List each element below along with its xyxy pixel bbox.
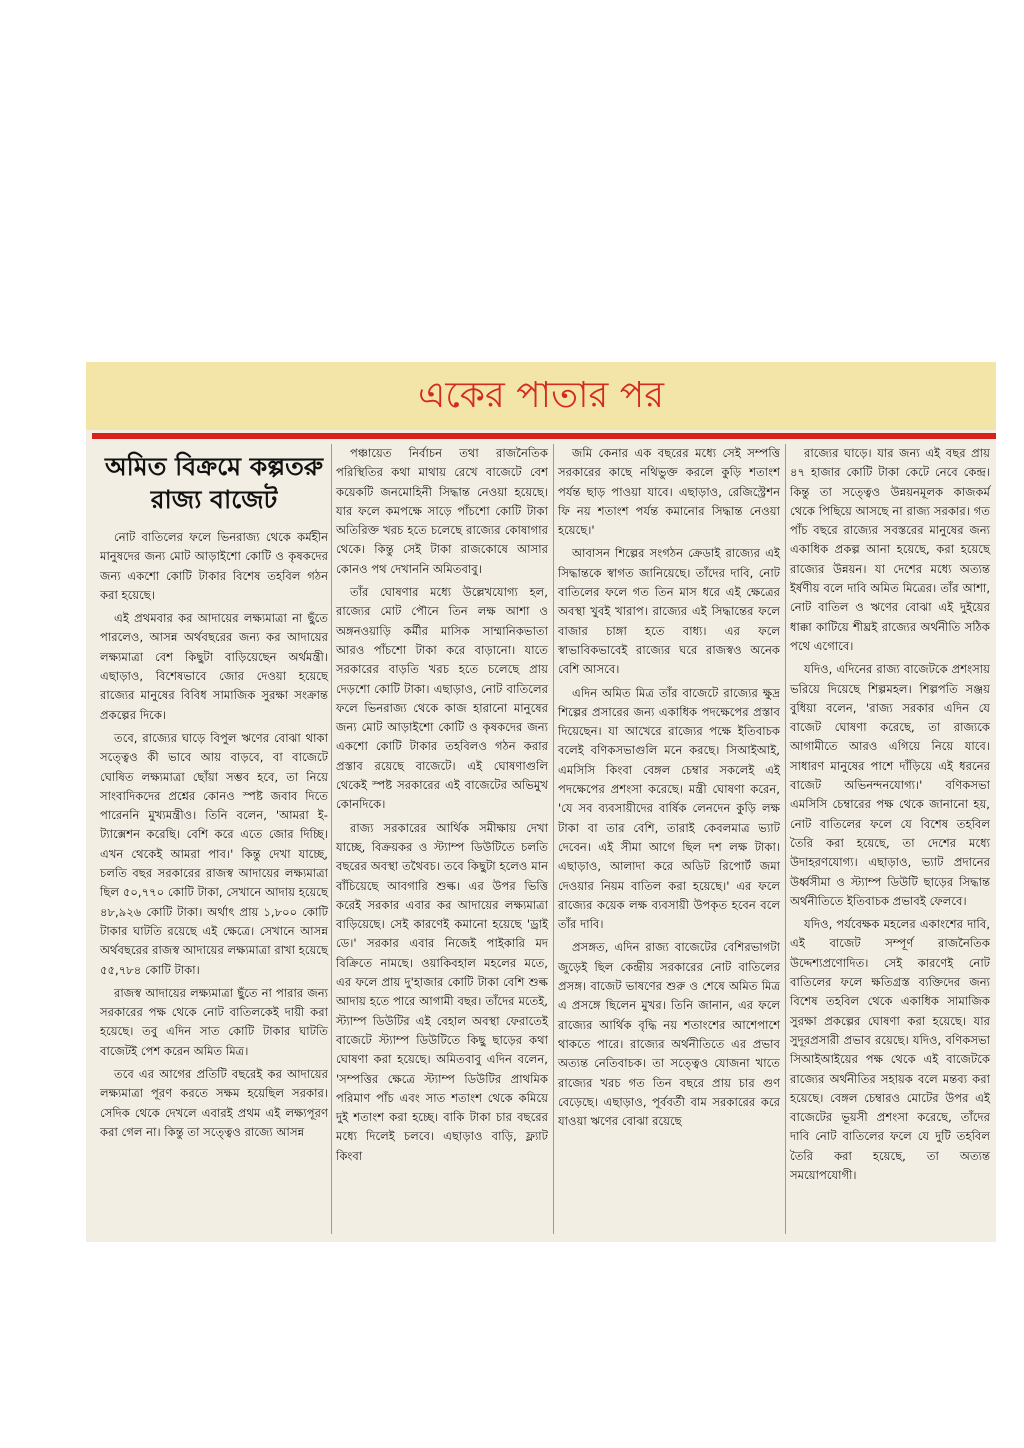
header-red-rule bbox=[92, 433, 996, 439]
article-paragraph: তবে এর আগের প্রতিটি বছরেই কর আদায়ের লক্ষ্যমাত্রা পূরণ করতে সক্ষম হয়েছিল সরকার। সেদিক থেকে দেখলে এবারই প্রথম এই লক্ষ্যপূরণ করা গেল না। কিন্তু তা সত্ত্বেও রাজ্যে আসন্ন bbox=[100, 1067, 328, 1139]
article-paragraph: যদিও, পর্যবেক্ষক মহলের একাংশের দাবি, এই বাজেট সম্পূর্ণ রাজনৈতিক উদ্দেশ্যপ্রণোদিত। সেই কারণেই নোট বাতিলের ফলে ক্ষতিগ্রস্ত ব্যক্তিদের জন্য বিশেষ তহবিল থেকে একাধিক সামাজিক সুরক্ষা প্রকল্পের ঘোষণা করা হয়েছে। যার সুদূরপ্রসারী প্রভাব রয়েছে। যদিও, বণিকসভা সিআইআইয়ের পক্ষ থেকে এই বাজেটকে রাজ্যের অর্থনীতির সহায়ক বলে মন্তব্য করা হয়েছে। বেঙ্গল চেম্বারও মোটের উপর এই বাজেটের ভূয়সী প্রশংসা করেছে, তাঁদের দাবি নোট বাতিলের ফলে যে দুটি তহবিল তৈরি করা হয়েছে, তা অত্যন্ত সময়োপযোগী। bbox=[790, 917, 990, 1182]
article-paragraph: রাজ্যের ঘাড়ে। যার জন্য এই বছর প্রায় ৪৭ হাজার কোটি টাকা কেটে নেবে কেন্দ্র। কিন্তু তা সত্ত্বেও উন্নয়নমূলক কাজকর্ম থেকে পিছিয়ে আসছে না রাজ্য সরকার। গত পাঁচ বছরে রাজ্যের সবস্তরের মানুষের জন্য একাধিক প্রকল্প আনা হয়েছে, করা হয়েছে রাজ্যের উন্নয়ন। যা দেশের মধ্যে অত্যন্ত ইর্ষণীয় বলে দাবি অমিত মিত্রের। তাঁর আশা, নোট বাতিল ও ঋণের বোঝা এই দুইয়ের ধাক্কা কাটিয়ে শীঘ্রই রাজ্যের অর্থনীতি সঠিক পথে এগোবে। bbox=[790, 446, 990, 653]
article-paragraph: আবাসন শিল্পের সংগঠন ক্রেডাই রাজ্যের এই সিদ্ধান্তকে স্বাগত জানিয়েছে। তাঁদের দাবি, নোট বাতিলের ফলে গত তিন মাস ধরে এই ক্ষেত্রের অবস্থা খুবই খারাপ। রাজ্যের এই সিদ্ধান্তের ফলে বাজার চাঙ্গা হতে বাধ্য। এর ফলে স্বাভাবিকভাবেই রাজ্যের ঘরে রাজস্বও অনেক বেশি আসবে। bbox=[558, 546, 780, 677]
article-paragraph: তবে, রাজ্যের ঘাড়ে বিপুল ঋণের বোঝা থাকা সত্ত্বেও কী ভাবে আয় বাড়বে, বা বাজেটে ঘোষিত লক্ষ্যমাত্রা ছোঁয়া সম্ভব হবে, তা নিয়ে সাংবাদিকদের প্রশ্নের কোনও স্পষ্ট জবাব দিতে পারেননি মুখ্যমন্ত্রীও। তিনি বলেন, 'আমরা ই-ট্যাক্সেশন করেছি। বেশি করে এতে জোর দিচ্ছি। এখন থেকেই আমরা পাব।' কিন্তু দেখা যাচ্ছে, চলতি বছর সরকারের রাজস্ব আদায়ের লক্ষ্যমাত্রা ছিল ৫০,৭৭০ কোটি টাকা, সেখানে আদায় হয়েছে ৪৮,৯২৬ কোটি টাকা। অর্থাৎ প্রায় ১,৮০০ কোটি টাকার ঘাটতি রয়েছে এই ক্ষেত্রে। সেখানে আসন্ন অর্থবছরের রাজস্ব আদায়ের লক্ষ্যমাত্রা রাখা হয়েছে ৫৫,৭৮৪ কোটি টাকা। bbox=[100, 730, 328, 977]
article-paragraph: রাজস্ব আদায়ের লক্ষ্যমাত্রা ছুঁতে না পারার জন্য সরকারের পক্ষ থেকে নোট বাতিলকেই দায়ী করা হয়েছে। তবু এদিন সাত কোটি টাকার ঘাটতি বাজেটই পেশ করেন অমিত মিত্র। bbox=[100, 985, 328, 1058]
newspaper-clipping bbox=[86, 362, 996, 1242]
article-column-2 bbox=[336, 444, 548, 1239]
article-paragraph: যদিও, এদিনের রাজ্য বাজেটকে প্রশংসায় ভরিয়ে দিয়েছে শিল্পমহল। শিল্পপতি সঞ্জয় বুধিয়া বলেন, 'রাজ্য সরকার এদিন যে বাজেট ঘোষণা করেছে, তা রাজ্যকে আগামীতে আরও এগিয়ে নিয়ে যাবে। সাধারণ মানুষের পাশে দাঁড়িয়ে এই ধরনের বাজেট অভিনন্দনযোগ্য।' বণিকসভা এমসিসি চেম্বারের পক্ষ থেকে জানানো হয়, নোট বাতিলের ফলে যে বিশেষ তহবিল তৈরি করা হয়েছে, তা দেশের মধ্যে উদাহরণযোগ্য। এছাড়াও, ভ্যাট প্রদানের উর্ধ্বসীমা ও স্ট্যাম্প ডিউটি ছাড়ের সিদ্ধান্ত অর্থনীতিতে ইতিবাচক প্রভাবই ফেলবে। bbox=[790, 662, 990, 908]
article-paragraph: নোট বাতিলের ফলে ভিনরাজ্য থেকে কর্মহীন মানুষদের জন্য মোট আড়াইশো কোটি ও কৃষকদের জন্য একশো কোটি টাকার বিশেষ তহবিল গঠন করা হয়েছে। bbox=[100, 530, 328, 602]
column-divider bbox=[553, 444, 554, 1234]
article-paragraph: প্রসঙ্গত, এদিন রাজ্য বাজেটের বেশিরভাগটা জুড়েই ছিল কেন্দ্রীয় সরকারের নোট বাতিলের প্রসঙ্গ। বাজেট ভাষণের শুরু ও শেষে অমিত মিত্র এ প্রসঙ্গে ছিলেন মুখর। তিনি জানান, এর ফলে রাজ্যের আর্থিক বৃদ্ধি নয় শতাংশের আশেপাশে থাকতে পারে। রাজ্যের অর্থনীতিতে এর প্রভাব অত্যন্ত নেতিবাচক। তা সত্ত্বেও যোজনা খাতে রাজ্যের খরচ গত তিন বছরে প্রায় চার গুণ বেড়েছে। এছাড়াও, পূর্ববর্তী বাম সরকারের করে যাওয়া ঋণের বোঝা রয়েছে bbox=[558, 940, 780, 1129]
article-column-4 bbox=[790, 444, 990, 1182]
article-paragraph: এই প্রথমবার কর আদায়ের লক্ষ্যমাত্রা না ছুঁতে পারলেও, আসন্ন অর্থবছরের জন্য কর আদায়ের লক্ষ্যমাত্রা বেশ কিছুটা বাড়িয়েছেন অর্থমন্ত্রী। এছাড়াও, বিশেষভাবে জোর দেওয়া হয়েছে রাজ্যের মানুষের বিবিধ সামাজিক সুরক্ষা সংক্রান্ত প্রকল্পের দিকে। bbox=[100, 611, 328, 722]
article-headline: অমিত বিক্রমে কল্পতরু রাজ্য বাজেট bbox=[104, 452, 324, 514]
column-divider bbox=[785, 444, 786, 1234]
article-paragraph: এদিন অমিত মিত্র তাঁর বাজেটে রাজ্যের ক্ষুদ্র শিল্পের প্রসারের জন্য একাধিক পদক্ষেপের প্রস্তাব দিয়েছেন। যা আখেরে রাজ্যের পক্ষে ইতিবাচক বলেই বণিকসভাগুলি মনে করছে। সিআইআই, এমসিসি কিংবা বেঙ্গল চেম্বার সকলেই এই পদক্ষেপের প্রশংসা করেছে। মন্ত্রী ঘোষণা করেন, 'যে সব ব্যবসায়ীদের বার্ষিক লেনদেন কুড়ি লক্ষ টাকা বা তার বেশি, তারাই কেবলমাত্র ভ্যাট দেবেন। এই সীমা আগে ছিল দশ লক্ষ টাকা। এছাড়াও, আলাদা করে অডিট রিপোর্ট জমা দেওয়ার নিয়ম বাতিল করা হয়েছে।' এর ফলে রাজ্যের কয়েক লক্ষ ব্যবসায়ী উপকৃত হবেন বলে তাঁর দাবি। bbox=[558, 685, 780, 932]
article-paragraph: তাঁর ঘোষণার মধ্যে উল্লেখযোগ্য হল, রাজ্যের মোট পৌনে তিন লক্ষ আশা ও অঙ্গনওয়াড়ি কর্মীর মাসিক সাম্মানিকভাতা আরও পাঁচশো টাকা করে বাড়ানো। যাতে সরকারের বাড়তি খরচ হতে চলেছে প্রায় দেড়শো কোটি টাকা। এছাড়াও, নোট বাতিলের ফলে ভিনরাজ্য থেকে কাজ হারানো মানুষের জন্য মোট আড়াইশো কোটি ও কৃষকদের জন্য একশো কোটি টাকার তহবিলও গঠন করার প্রস্তাব রয়েছে বাজেটে। এই ঘোষণাগুলি থেকেই স্পষ্ট সরকারের এই বাজেটের অভিমুখ কোনদিকে। bbox=[336, 585, 548, 812]
continued-header-title: একের পাতার পর bbox=[417, 375, 665, 416]
article-column-3 bbox=[558, 444, 780, 1239]
article-paragraph: জমি কেনার এক বছরের মধ্যে সেই সম্পত্তি সরকারের কাছে নথিভুক্ত করলে কুড়ি শতাংশ পর্যন্ত ছাড় পাওয়া যাবে। এছাড়াও, রেজিস্ট্রেশন ফি নয় শতাংশ পর্যন্ত কমানোর সিদ্ধান্ত নেওয়া হয়েছে।' bbox=[558, 446, 780, 538]
article-paragraph: রাজ্য সরকারের আর্থিক সমীক্ষায় দেখা যাচ্ছে, বিক্রয়কর ও স্ট্যাম্প ডিউটিতে চলতি বছরের অবস্থা তথৈবচ। তবে কিছুটা হলেও মান বাঁচিয়েছে আবগারি শুল্ক। এর উপর ভিত্তি করেই সরকার এবার কর আদায়ের লক্ষ্যমাত্রা বাড়িয়েছে। সেই কারণেই কমানো হয়েছে 'ড্রাই ডে।' সরকার এবার নিজেই পাইকারি মদ বিক্রিতে নামছে। ওয়াকিবহাল মহলের মতে, এর ফলে প্রায় দু'হাজার কোটি টাকা বেশি শুল্ক আদায় হতে পারে আগামী বছর। তাঁদের মতেই, স্ট্যাম্প ডিউটির এই বেহাল অবস্থা ফেরাতেই বাজেটে স্ট্যাম্প ডিউটিতে কিছু ছাড়ের কথা ঘোষণা করা হয়েছে। অমিতবাবু এদিন বলেন, 'সম্পত্তির ক্ষেত্রে স্ট্যাম্প ডিউটির প্রাথমিক পরিমাণ পাঁচ এবং সাত শতাংশ থেকে কমিয়ে দুই শতাংশ করা হচ্ছে। বাকি টাকা চার বছরের মধ্যে দিলেই চলবে। এছাড়াও বাড়ি, ফ্ল্যাট কিংবা bbox=[336, 820, 548, 1163]
article-column-1 bbox=[100, 444, 328, 1239]
column-divider bbox=[331, 444, 332, 1234]
article-paragraph: পঞ্চায়েত নির্বাচন তথা রাজনৈতিক পরিস্থিতির কথা মাথায় রেখে বাজেটে বেশ কয়েকটি জনমোহিনী সিদ্ধান্ত নেওয়া হয়েছে। যার ফলে কমপক্ষে সাড়ে পাঁচশো কোটি টাকা অতিরিক্ত খরচ হতে চলেছে রাজ্যের কোষাগার থেকে। কিন্তু সেই টাকা রাজকোষে আসার কোনও পথ দেখাননি অমিতবাবু। bbox=[336, 446, 548, 576]
